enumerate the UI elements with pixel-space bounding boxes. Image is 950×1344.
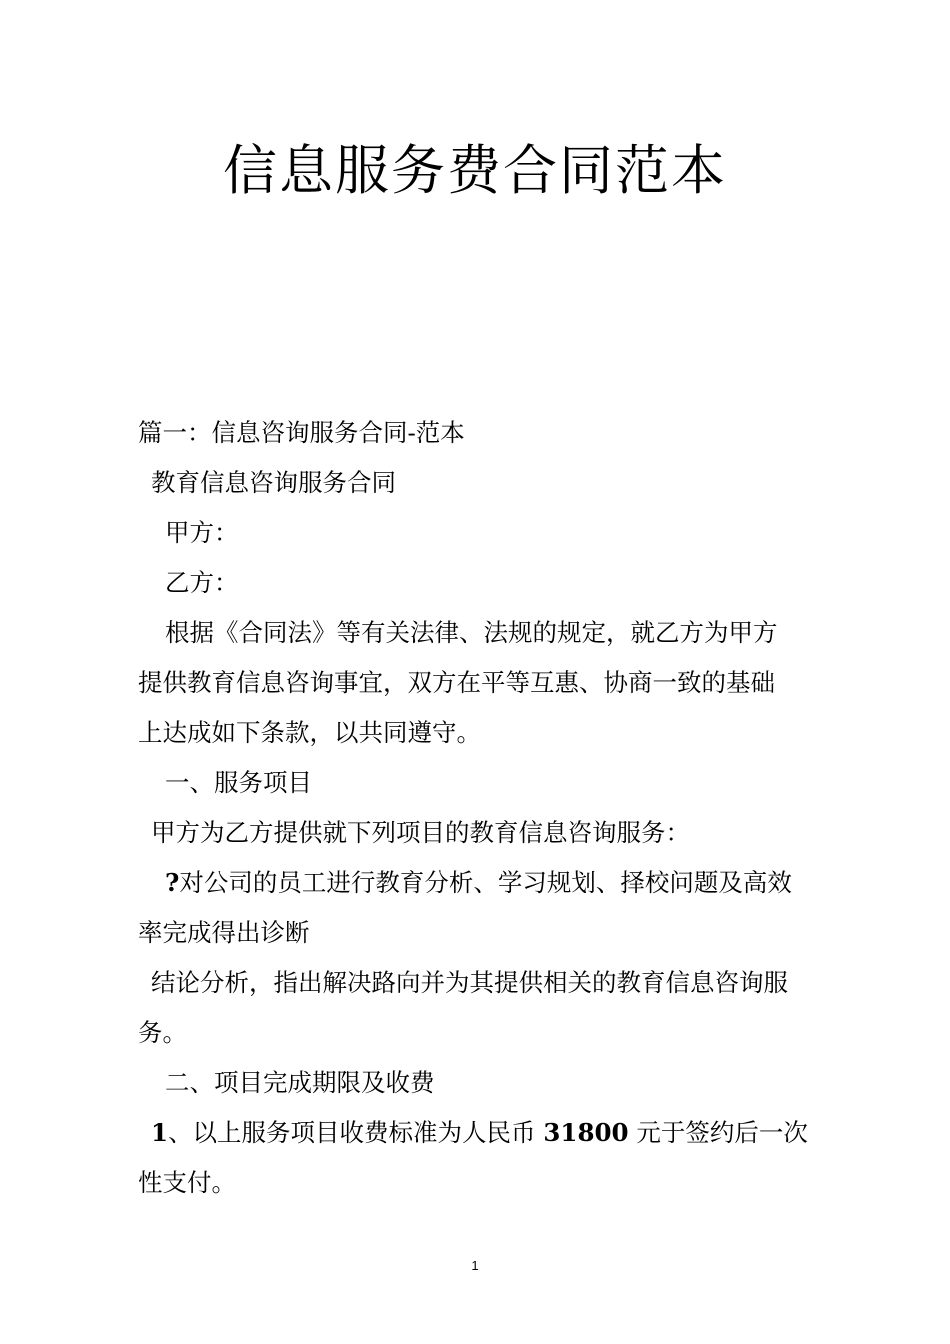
fee-clause-text-b: 元于签约后一次: [628, 1118, 808, 1147]
section-heading-services: 一、服务项目: [165, 768, 312, 797]
preamble-line-2: 提供教育信息咨询事宜，双方在平等互惠、协商一致的基础: [138, 668, 775, 697]
service-item-line-4: 务。: [138, 1018, 187, 1047]
page-number: 1: [471, 1258, 479, 1273]
service-item-line-1: [138, 858, 828, 908]
section-heading-term-fees: 二、项目完成期限及收费: [165, 1068, 435, 1097]
document-title: 信息服务费合同范本: [223, 139, 727, 202]
clause-number: 1: [151, 1118, 169, 1147]
fee-clause-text-a: 、以上服务项目收费标准为人民币: [168, 1118, 544, 1147]
service-item-line-2: 率完成得出诊断: [138, 918, 310, 947]
party-b-label: 乙方：: [165, 568, 239, 597]
preamble-line-1: 根据《合同法》等有关法律、法规的规定，就乙方为甲方: [165, 618, 778, 647]
service-item-line-3: 结论分析，指出解决路向并为其提供相关的教育信息咨询服: [151, 968, 788, 997]
fee-clause-line-1: [138, 1108, 828, 1158]
section-heading-part-one: 篇一：信息咨询服务合同-范本: [138, 418, 465, 447]
services-intro: 甲方为乙方提供就下列项目的教育信息咨询服务：: [151, 818, 690, 847]
fee-clause-line-2: 性支付。: [138, 1168, 236, 1197]
service-item-text: 对公司的员工进行教育分析、学习规划、择校问题及高效: [179, 868, 792, 897]
preamble-line-3: 上达成如下条款，以共同遵守。: [138, 718, 481, 747]
contract-subtitle: 教育信息咨询服务合同: [151, 468, 396, 497]
document-body: [138, 408, 828, 1208]
party-a-label: 甲方：: [165, 518, 239, 547]
bullet-mark: ?: [165, 868, 180, 897]
fee-amount: 31800: [543, 1118, 629, 1147]
